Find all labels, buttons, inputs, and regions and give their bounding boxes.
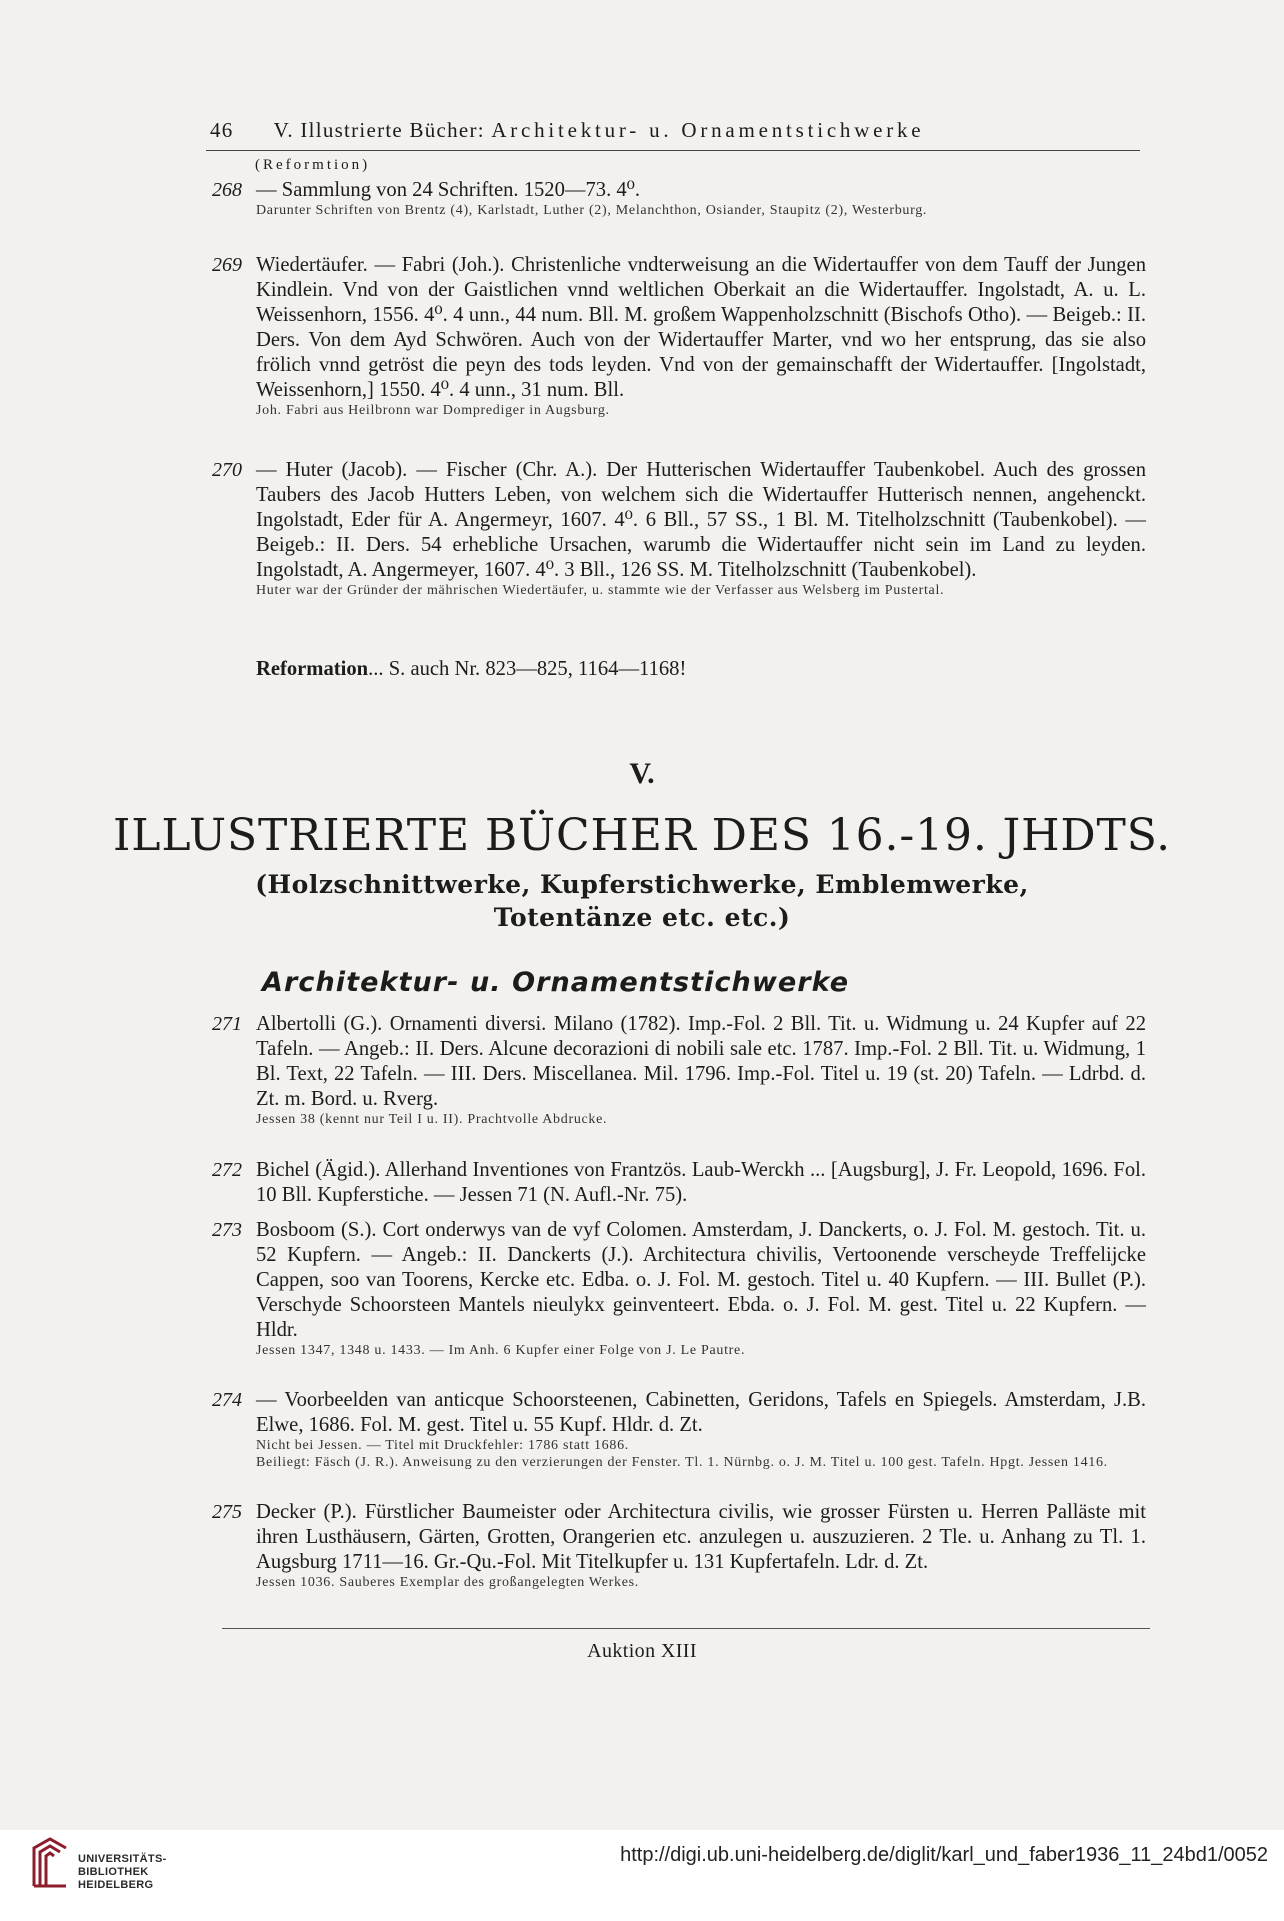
entry-note-supplement: Beiliegt: Fäsch (J. R.). Anweisung zu den verzierungen der Fenster. Tl. 1. Nürnbg. o. J. M. Titel u. 100 gest. Tafeln. Hpgt. Jessen 1416. <box>256 1455 1108 1470</box>
footer-rule <box>222 1628 1150 1629</box>
entry-number: 272 <box>212 1159 242 1181</box>
entry-note: Darunter Schriften von Brentz (4), Karlstadt, Luther (2), Melanchthon, Osiander, Staupitz (2), Westerburg. <box>256 203 928 218</box>
section-title: ILLUSTRIERTE BÜCHER DES 16.-19. JHDTS. <box>112 810 1172 861</box>
entry-text: Wiedertäufer. — Fabri (Joh.). Christenliche vndterweisung an die Widertauffer von dem Tauff der Jungen Kindlein. Vnd von der Gaistlichen vnnd weltlichen Oberkait an die Widertauffer. Ingolstadt, A. u. L. Weissenhorn, 1556. 4⁰. 4 unn., 44 num. Bll. M. großem Wappenholzschnitt (Bischofs Otho). — Beigeb.: II. Ders. Von dem Ayd Schwören. Auch von der Widertauffer Marter, vnd wo her entsprung, das sie also frölich vnnd getröst die peyn des tods leyden. Vnd von der gemainschafft der Widertauffer. [Ingolstadt, Weissenhorn,] 1550. 4⁰. 4 unn., 31 num. Bll. <box>256 254 1146 401</box>
entry-text: — Huter (Jacob). — Fischer (Chr. A.). Der Hutterischen Widertauffer Taubenkobel. Auch des grossen Taubers des Jacob Hutters Leben, von welchem sich die Widertauffer Hutterisch nennen, angehenckt. Ingolstadt, Eder für A. Angermeyr, 1607. 4⁰. 6 Bll., 57 SS., 1 Bl. M. Titelholzschnitt (Taubenkobel). — Beigeb.: II. Ders. 54 erhebliche Ursachen, warumb die Widertauffer nicht sein im Land zu leyden. Ingolstadt, A. Angermeyer, 1607. 4⁰. 3 Bll., 126 SS. M. Titelholzschnitt (Taubenkobel). <box>256 459 1146 581</box>
entry-note: Huter war der Gründer der mährischen Wiedertäufer, u. stammte wie der Verfasser aus Welsberg im Pustertal. <box>256 583 945 598</box>
cross-reference-text: ... S. auch Nr. 823—825, 1164—1168! <box>368 658 687 680</box>
entry-268 <box>212 178 1146 218</box>
entry-number: 271 <box>212 1013 242 1035</box>
entry-269 <box>212 253 1146 418</box>
entry-272 <box>212 1158 1146 1208</box>
page-number: 46 <box>210 118 234 142</box>
cross-reference-label: Reformation <box>256 658 369 680</box>
entry-275 <box>212 1500 1146 1590</box>
entry-note: Joh. Fabri aus Heilbronn war Domprediger in Augsburg. <box>256 403 610 418</box>
section-subtitle <box>0 868 1284 934</box>
entry-note: Jessen 1347, 1348 u. 1433. — Im Anh. 6 Kupfer einer Folge von J. Le Pautre. <box>256 1343 746 1358</box>
running-head <box>210 118 1140 143</box>
library-name <box>78 1853 167 1892</box>
entry-note: Nicht bei Jessen. — Titel mit Druckfehler: 1786 statt 1686. <box>256 1438 629 1453</box>
library-name-line-1: UNIVERSITÄTS- <box>78 1853 167 1865</box>
entry-number: 274 <box>212 1389 242 1411</box>
entry-number: 273 <box>212 1219 242 1241</box>
entry-number: 270 <box>212 459 242 481</box>
section-number: V. <box>629 757 655 790</box>
entry-270 <box>212 458 1146 598</box>
section-reference: (Reformtion) <box>255 157 371 173</box>
section-subtitle-line-2: Totentänze etc. etc.) <box>493 903 791 932</box>
entry-274 <box>212 1388 1146 1470</box>
source-url-link[interactable]: http://digi.ub.uni-heidelberg.de/diglit/karl_und_faber1936_11_24bd1/0052 <box>620 1844 1268 1866</box>
entry-text: — Sammlung von 24 Schriften. 1520—73. 4⁰. <box>256 179 641 201</box>
running-head-section: V. Illustrierte Bücher: <box>273 118 485 142</box>
subsection-heading: Architektur- u. Ornamentstichwerke <box>262 967 850 998</box>
footer-auction-label: Auktion XIII <box>587 1640 697 1662</box>
entry-text: Albertolli (G.). Ornamenti diversi. Milano (1782). Imp.-Fol. 2 Bll. Tit. u. Widmung u. 24 Kupfer auf 22 Tafeln. — Angeb.: II. Ders. Alcune decorazioni di nobili sale etc. 1787. Imp.-Fol. 2 Bll. Tit. u. Widmung, 1 Bl. Text, 22 Tafeln. — III. Ders. Miscellanea. Mil. 1796. Imp.-Fol. Titel u. 19 (st. 20) Tafeln. — Ldrbd. d. Zt. m. Bord. u. Rverg. <box>256 1013 1146 1110</box>
library-name-line-3: HEIDELBERG <box>78 1879 154 1891</box>
entry-273 <box>212 1218 1146 1358</box>
entry-text: Decker (P.). Fürstlicher Baumeister oder Architectura civilis, wie grosser Fürsten u. Herren Palläste mit ihren Lusthäusern, Gärten, Grotten, Orangerien etc. anzulegen u. auszuzieren. 2 Tle. u. Anhang zu Tl. 1. Augsburg 1711—16. Gr.-Qu.-Fol. Mit Titelkupfer u. 131 Kupfertafeln. Ldr. d. Zt. <box>256 1501 1146 1573</box>
entry-number: 268 <box>212 179 242 201</box>
cross-reference <box>256 658 686 681</box>
entry-text: Bichel (Ägid.). Allerhand Inventiones von Frantzös. Laub-Werckh ... [Augsburg], J. Fr. Leopold, 1696. Fol. 10 Bll. Kupferstiche. — Jessen 71 (N. Aufl.-Nr. 75). <box>256 1159 1146 1206</box>
entry-number: 269 <box>212 254 242 276</box>
section-subtitle-line-1: (Holzschnittwerke, Kupferstichwerke, Emblemwerke, <box>255 870 1029 899</box>
running-head-topic: Architektur- u. Ornamentstichwerke <box>491 118 925 142</box>
header-rule <box>206 150 1140 151</box>
library-name-line-2: BIBLIOTHEK <box>78 1866 149 1878</box>
entry-note: Jessen 38 (kennt nur Teil I u. II). Prachtvolle Abdrucke. <box>256 1112 608 1127</box>
heidelberg-library-logo-icon[interactable] <box>30 1836 70 1890</box>
entry-note: Jessen 1036. Sauberes Exemplar des großangelegten Werkes. <box>256 1575 639 1590</box>
entry-text: Bosboom (S.). Cort onderwys van de vyf Colomen. Amsterdam, J. Danckerts, o. J. Fol. M. gestoch. Tit. u. 52 Kupfern. — Angeb.: II. Danckerts (J.). Architectura chivilis, Vertoonende verscheyde Treffelijcke Cappen, soo van Toorens, Kercke etc. Edba. o. J. Fol. M. gestoch. Titel u. 40 Kupfern. — III. Bullet (P.). Verschyde Schoorsteen Mantels nieulykx geinventeert. Ebda. o. J. Fol. M. gest. Titel u. 22 Kupfern. — Hldr. <box>256 1219 1146 1341</box>
entry-text: — Voorbeelden van anticque Schoorsteenen, Cabinetten, Geridons, Tafels en Spiegels. Amsterdam, J.B. Elwe, 1686. Fol. M. gest. Titel u. 55 Kupf. Hldr. d. Zt. <box>256 1389 1146 1436</box>
entry-271 <box>212 1012 1146 1127</box>
entry-number: 275 <box>212 1501 242 1523</box>
